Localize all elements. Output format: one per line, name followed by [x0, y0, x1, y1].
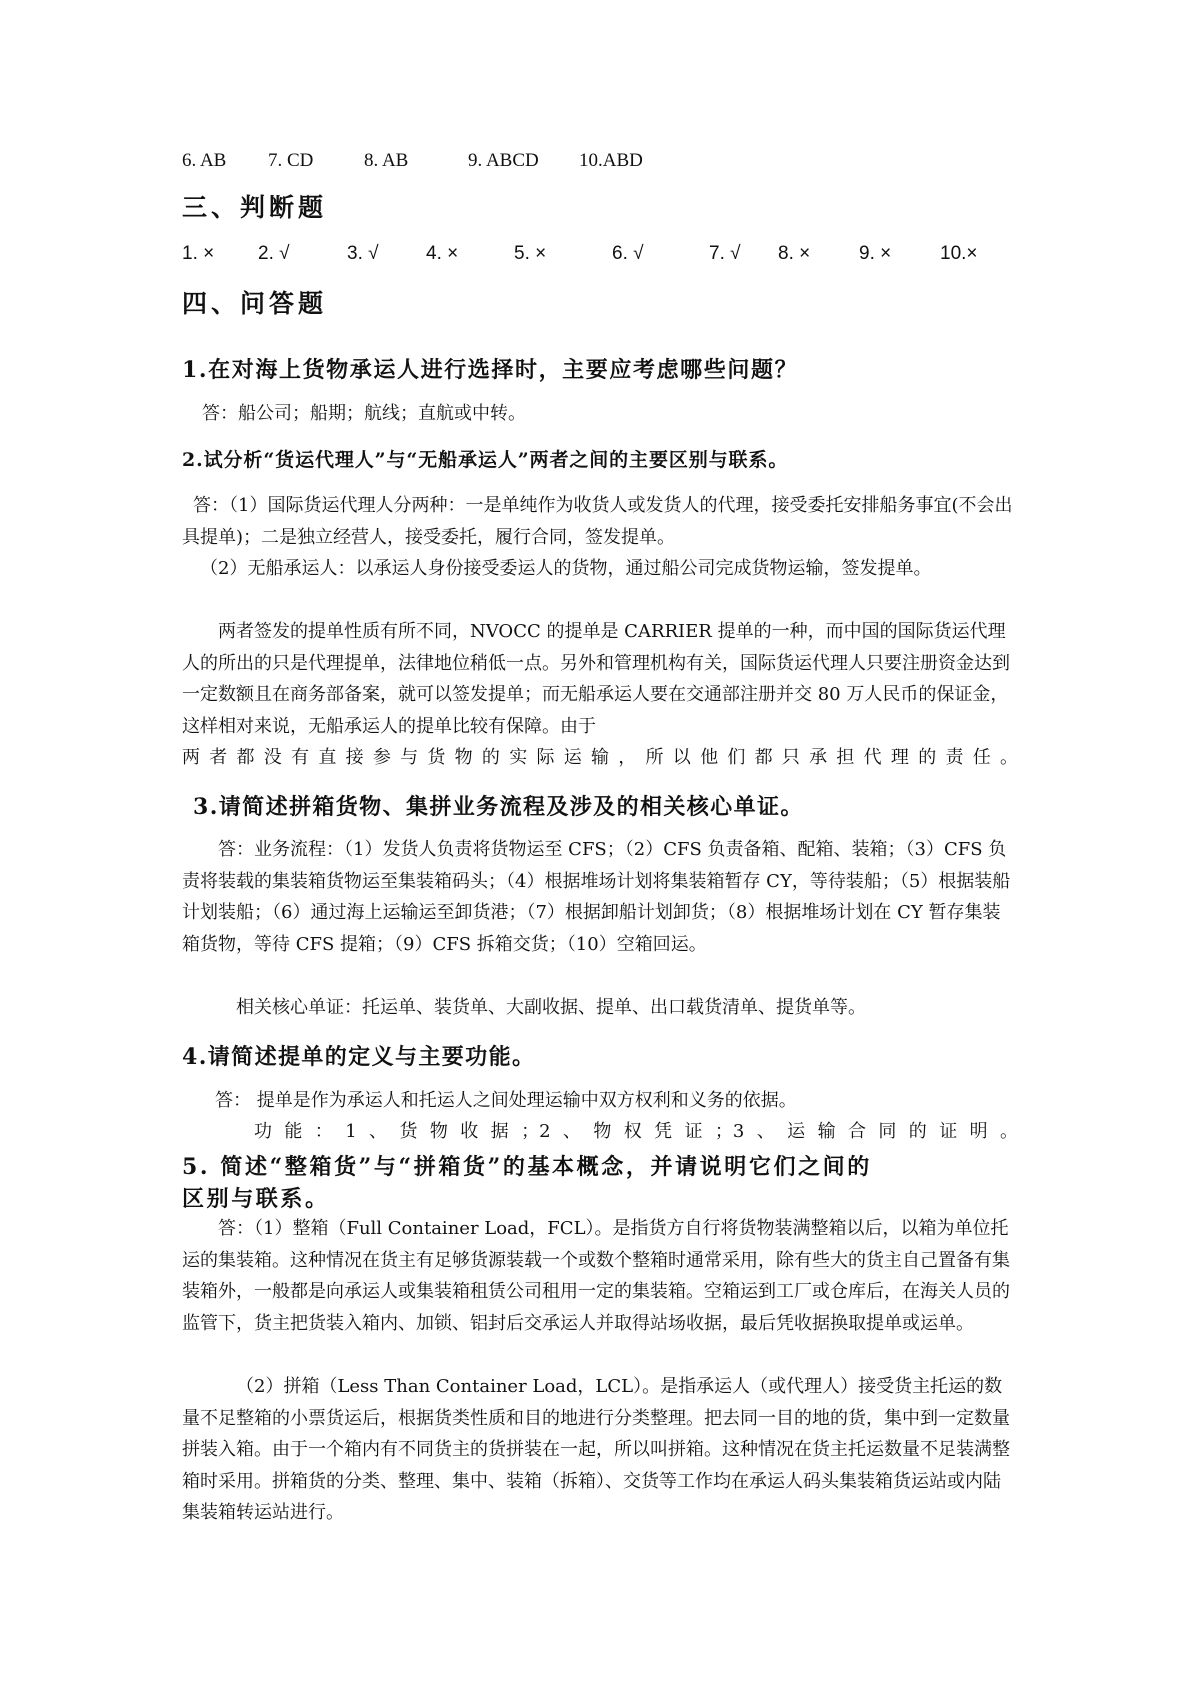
mc-answer: 9. ABCD [468, 150, 539, 171]
tf-answer: 7. √ [709, 243, 741, 264]
question-1-answer: 答：船公司；船期；航线；直航或中转。 [202, 403, 526, 424]
section-heading-qa: 四、问答题 [182, 289, 328, 318]
question-5-para-1: 答：（1）整箱（Full Container Load，FCL）。是指货方自行将货物装满整箱以后，以箱为单位托运的集装箱。这种情况在货主有足够货源装载一个或数个整箱时通常采用，除有些大的货主自己置备有集装箱外，一般都是向承运人或集装箱租赁公司租用一定的集装箱。空箱运到工厂或仓库后，在海关人员的监管下，货主把货装入箱内、加锁、铝封后交承运人并取得站场收据，最后凭收据换取提单或运单。 [182, 1218, 1010, 1334]
section-heading-true-false: 三、判断题 [182, 193, 328, 222]
question-2-para-2: （2）无船承运人：以承运人身份接受委运人的货物，通过船公司完成货物运输，签发提单。 [200, 558, 932, 579]
question-3-para-2: 相关核心单证：托运单、装货单、大副收据、提单、出口载货清单、提货单等。 [236, 997, 866, 1018]
tf-answer: 8. × [778, 243, 811, 264]
tf-answer: 4. × [426, 243, 459, 264]
question-5-para-2: （2）拼箱（Less Than Container Load，LCL）。是指承运人（或代理人）接受货主托运的数量不足整箱的小票货运后，根据货类性质和目的地进行分类整理。把去同一目的地的货，集中到一定数量拼装入箱。由于一个箱内有不同货主的货拼装在一起，所以叫拼箱。这种情况在货主托运数量不足装满整箱时采用。拼箱货的分类、整理、集中、装箱（拆箱）、交货等工作均在承运人码头集装箱货运站或内陆集装箱转运站进行。 [182, 1376, 1010, 1523]
tf-answer: 2. √ [258, 243, 290, 264]
question-3-para-1: 答：业务流程：（1）发货人负责将货物运至 CFS；（2）CFS 负责备箱、配箱、装箱；（3）CFS 负责将装载的集装箱货物运至集装箱码头；（4）根据堆场计划将集装箱暂存 CY，等待装船；（5）根据装船计划装船；（6）通过海上运输运至卸货港；（7）根据卸船计划卸货；（8）根据堆场计划在 CY 暂存集装箱货物，等待 CFS 提箱；（9）CFS 拆箱交货；（10）空箱回运。 [182, 839, 1011, 955]
tf-answer: 9. × [859, 243, 892, 264]
question-5-title-line-2: 区别与联系。 [182, 1186, 330, 1212]
mc-answer: 8. AB [364, 150, 409, 171]
question-2-para-3-last-line: 两者都没有直接参与货物的实际运输，所以他们都只承担代理的责任。 [182, 747, 1018, 768]
question-3-title: 3.请简述拼箱货物、集拼业务流程及涉及的相关核心单证。 [193, 794, 804, 820]
tf-answer: 5. × [514, 243, 547, 264]
mc-answer: 6. AB [182, 150, 227, 171]
mc-answer: 7. CD [268, 150, 314, 171]
tf-answer: 6. √ [612, 243, 644, 264]
question-2-title: 2.试分析“货运代理人”与“无船承运人”两者之间的主要区别与联系。 [182, 449, 789, 471]
question-4-title: 4.请简述提单的定义与主要功能。 [182, 1044, 536, 1070]
question-4-para-1: 答： 提单是作为承运人和托运人之间处理运输中双方权利和义务的依据。 [215, 1090, 797, 1111]
tf-answer: 10.× [940, 243, 978, 264]
question-2-para-3: 两者签发的提单性质有所不同，NVOCC 的提单是 CARRIER 提单的一种，而中国的国际货运代理人的所出的只是代理提单，法律地位稍低一点。另外和管理机构有关，国际货运代理人只要注册资金达到一定数额且在商务部备案，就可以签发提单；而无船承运人要在交通部注册并交 80 万人民币的保证金，这样相对来说，无船承运人的提单比较有保障。由于 [182, 621, 1010, 737]
question-5-title-line-1: 5. 简述“整箱货”与“拼箱货”的基本概念，并请说明它们之间的 [182, 1154, 872, 1180]
tf-answers-row [182, 243, 982, 267]
question-2-para-1: 答：（1）国际货运代理人分两种：一是单纯作为收货人或发货人的代理，接受委托安排船务事宜(不会出具提单)；二是独立经营人，接受委托，履行合同，签发提单。 [182, 495, 1013, 548]
mc-answer: 10.ABD [579, 150, 643, 171]
question-1-title: 1.在对海上货物承运人进行选择时，主要应考虑哪些问题？ [182, 357, 799, 383]
tf-answer: 1. × [182, 243, 215, 264]
tf-answer: 3. √ [347, 243, 379, 264]
question-4-para-2: 功能：1、货物收据；2、物权凭证；3、运输合同的证明。 [254, 1121, 1018, 1142]
mc-answers-row [182, 150, 882, 174]
